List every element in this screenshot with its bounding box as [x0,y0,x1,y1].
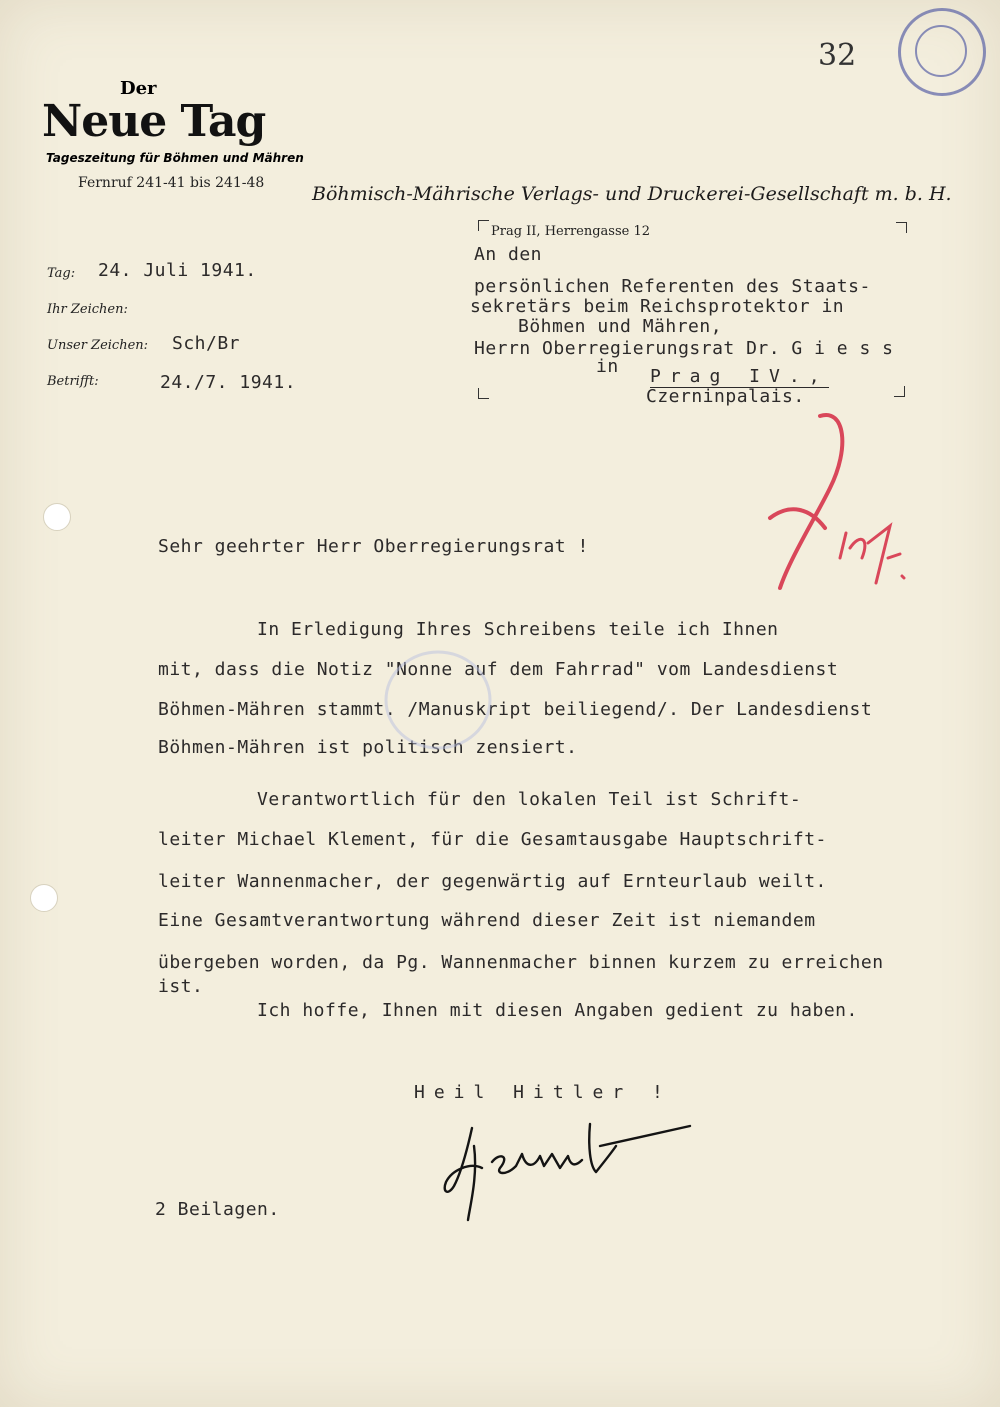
body-line: leiter Wannenmacher, der gegenwärtig auf Ernteurlaub weilt. [158,871,827,892]
body-line: ist. [158,976,204,997]
window-corner-tr [896,222,907,233]
page-number: 32 [818,38,857,73]
body-line: In Erledigung Ihres Schreibens teile ich Ihnen [257,619,779,640]
phone-number: Fernruf 241-41 bis 241-48 [78,175,265,191]
body-line: Böhmen-Mähren ist politisch zensiert. [158,737,578,758]
archive-stamp-icon [898,8,986,96]
recipient-line-2: persönlichen Referenten des Staats- [474,276,871,297]
body-line: leiter Michael Klement, für die Gesamtausgabe Hauptschrift- [158,829,827,850]
field-label-our-ref: Unser Zeichen: [47,338,149,353]
window-corner-tl [478,220,489,231]
logo-der: Der [120,78,157,99]
recipient-line-5: Herrn Oberregierungsrat Dr. G i e s s [474,338,894,359]
enclosures: 2 Beilagen. [155,1199,280,1220]
body-line: Eine Gesamtverantwortung während dieser Zeit ist niemandem [158,910,816,931]
faint-blue-stamp-icon [378,645,498,755]
body-line: Böhmen-Mähren stammt. /Manuskript beiliegend/. Der Landesdienst [158,699,873,720]
recipient-line-4: Böhmen und Mähren, [518,316,723,337]
field-label-date: Tag: [47,266,76,281]
logo-main: Neue Tag [42,96,266,147]
publisher-name: Böhmisch-Mährische Verlags- und Druckerei-Gesellschaft m. b. H. [312,183,952,205]
window-corner-br [894,386,905,397]
field-label-your-ref: Ihr Zeichen: [47,302,128,317]
punch-hole-top [43,503,71,531]
signature-icon [440,1116,700,1226]
field-label-subject: Betrifft: [47,374,99,389]
body-line: Verantwortlich für den lokalen Teil ist Schrift- [257,789,802,810]
logo-subtitle: Tageszeitung für Böhmen und Mähren [46,151,304,165]
publisher-address: Prag II, Herrengasse 12 [491,224,651,239]
red-pencil-annotation-icon [750,408,920,598]
recipient-line-3: sekretärs beim Reichsprotektor in [470,296,845,317]
window-corner-bl [478,388,489,399]
recipient-building: Czerninpalais. [646,386,805,407]
field-value-our-ref: Sch/Br [172,333,241,354]
field-value-date: 24. Juli 1941. [98,260,257,281]
field-value-subject: 24./7. 1941. [160,372,297,393]
recipient-city: Prag IV., [650,366,829,387]
salutation: Sehr geehrter Herr Oberregierungsrat ! [158,536,589,557]
body-line: übergeben worden, da Pg. Wannenmacher binnen kurzem zu erreichen [158,952,884,973]
recipient-in: in [596,356,619,377]
recipient-line-1: An den [474,244,543,265]
body-line: mit, dass die Notiz "Nonne auf dem Fahrrad" vom Landesdienst [158,659,839,680]
closing: Heil Hitler ! [414,1082,672,1103]
punch-hole-bottom [30,884,58,912]
body-line: Ich hoffe, Ihnen mit diesen Angaben gedient zu haben. [257,1000,858,1021]
